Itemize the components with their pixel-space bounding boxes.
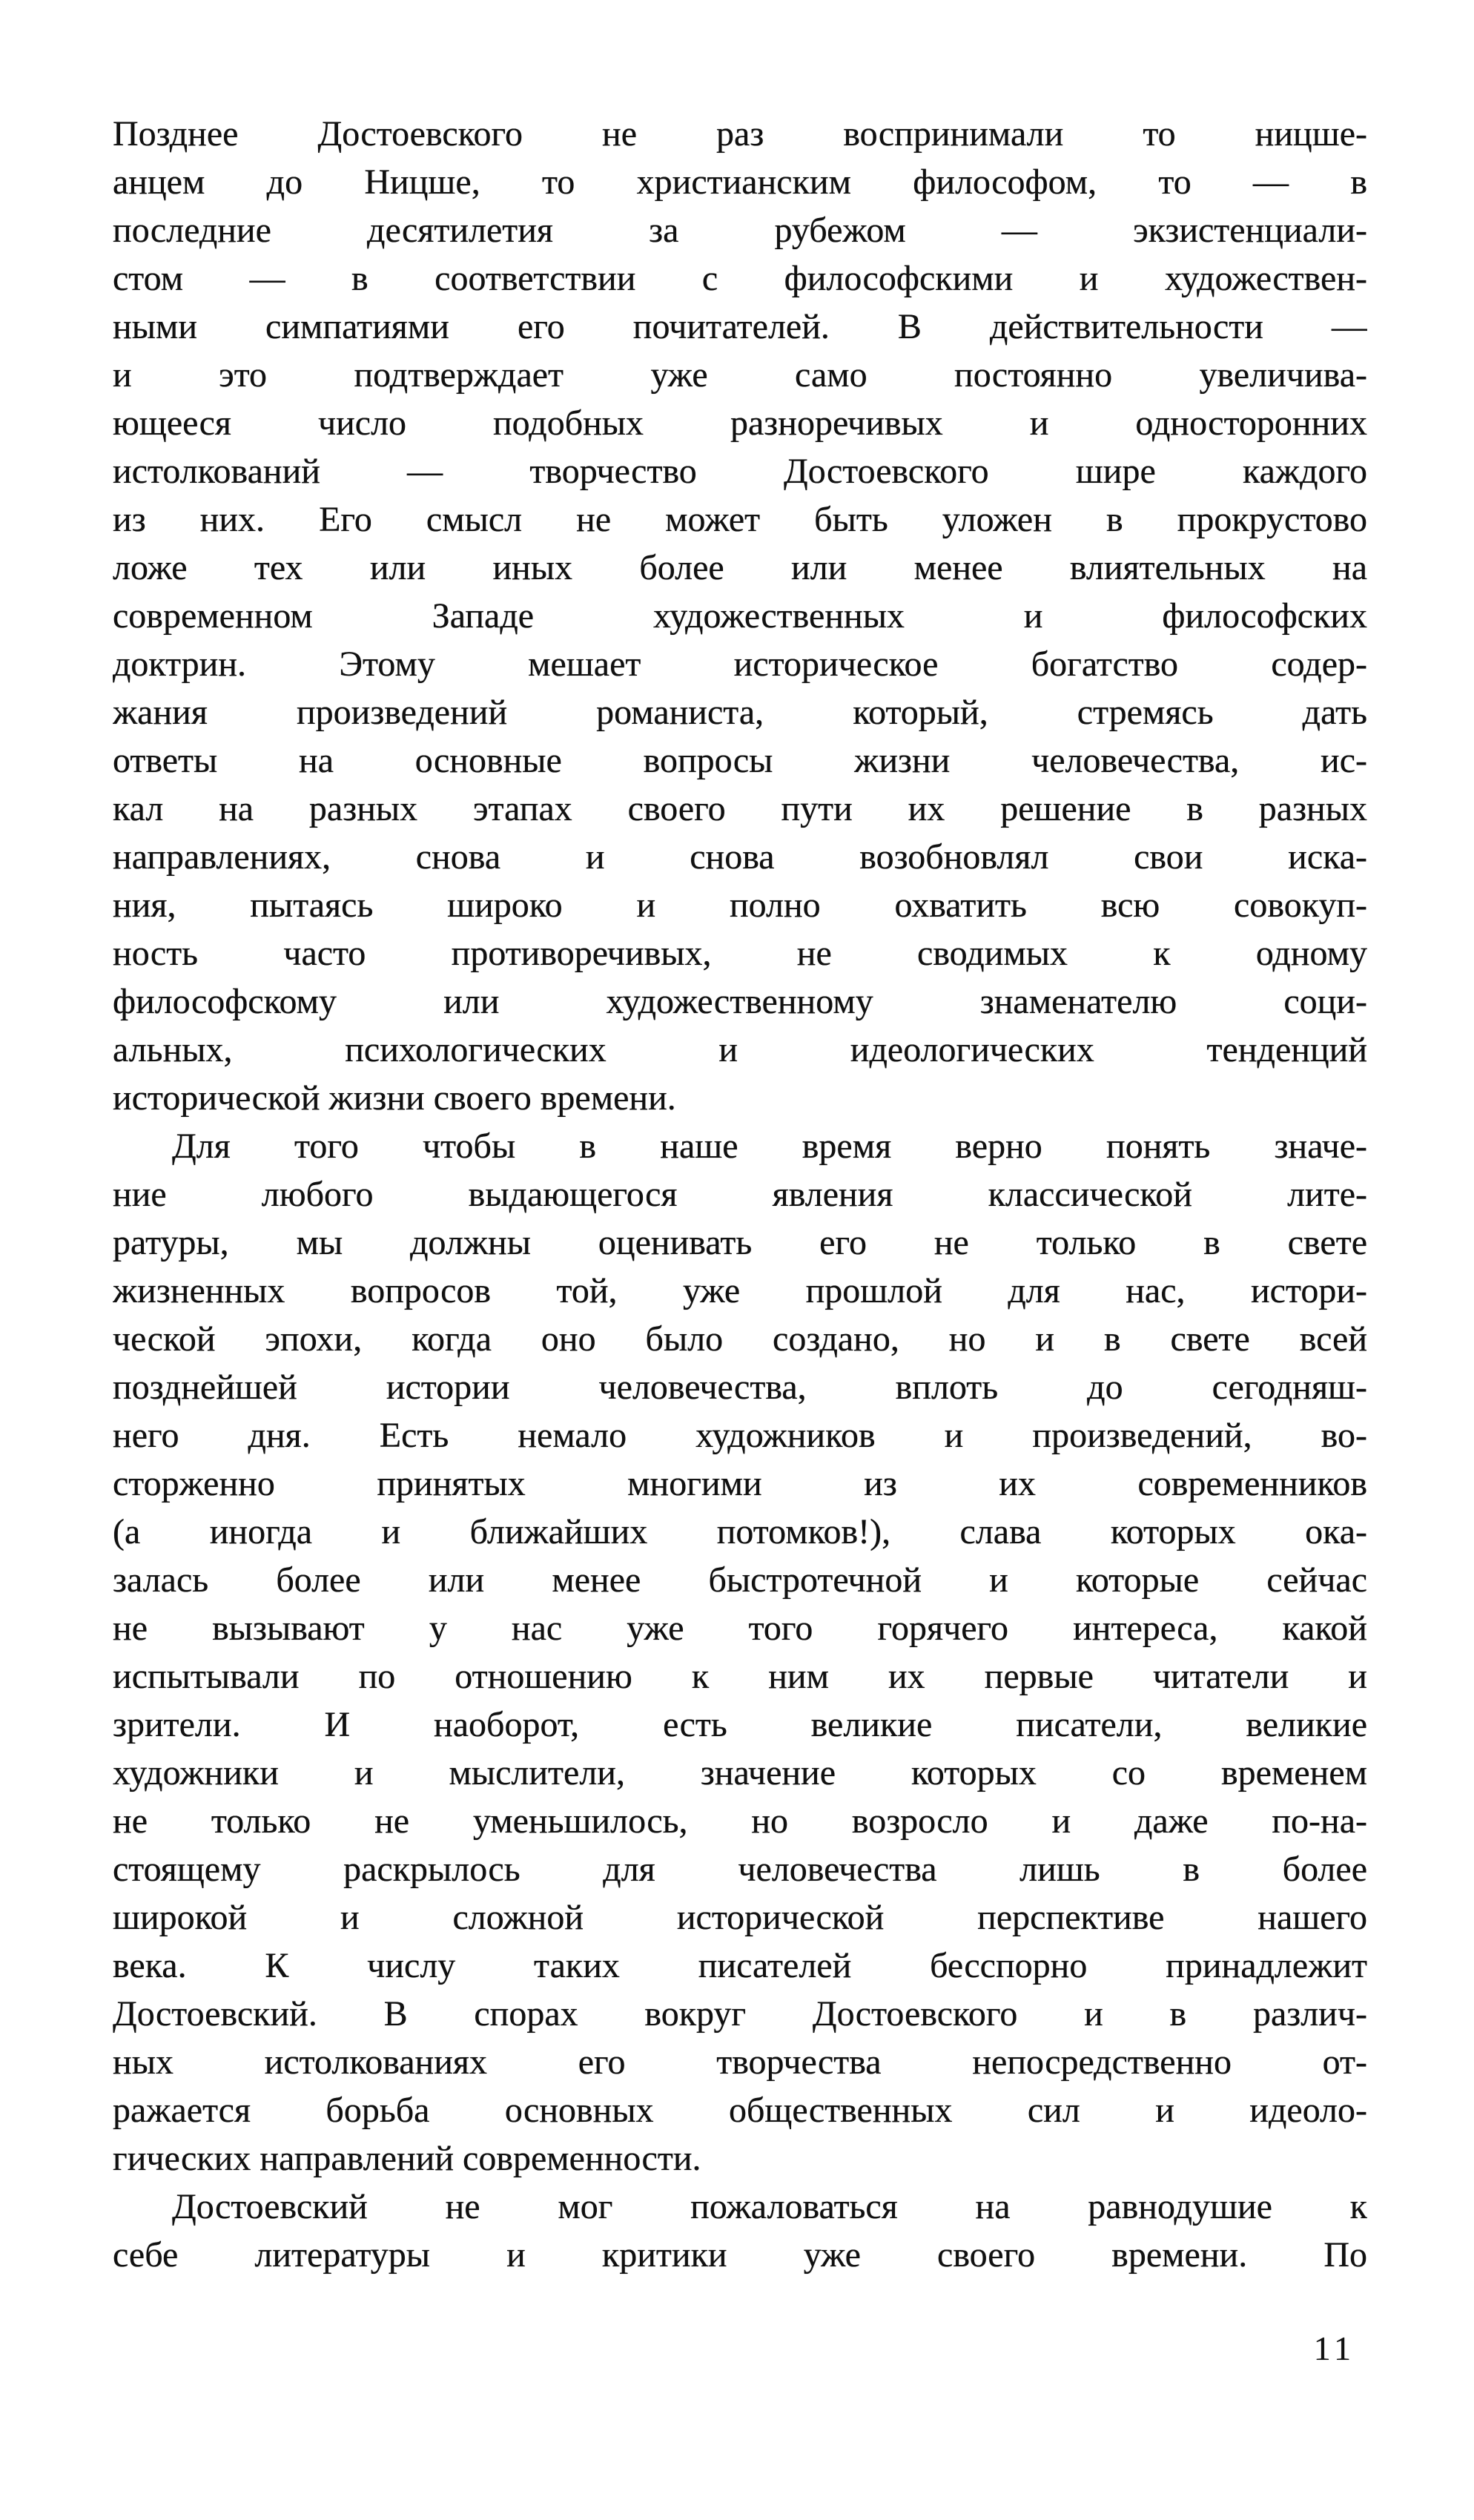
text-line: стоящему раскрылось для человечества лишь в более (113, 1850, 1367, 1889)
text-line: доктрин. Этому мешает историческое богатство содер- (113, 644, 1367, 684)
text-line: позднейшей истории человечества, вплоть до сегодняш- (113, 1368, 1367, 1407)
text-line: Достоевский не мог пожаловаться на равнодушие к (172, 2187, 1367, 2226)
page-text (113, 110, 1367, 2279)
text-line: гических направлений современности. (113, 2139, 701, 2178)
text-line: ческой эпохи, когда оно было создано, но и в свете всей (113, 1319, 1367, 1359)
text-line: ными симпатиями его почитателей. В действительности — (113, 307, 1367, 346)
text-line: сторженно принятых многими из их современников (113, 1464, 1367, 1503)
text-line: испытывали по отношению к ним их первые читатели и (113, 1657, 1367, 1696)
text-line: жизненных вопросов той, уже прошлой для нас, истори- (113, 1271, 1367, 1310)
text-line: зрители. И наоборот, есть великие писатели, великие (113, 1705, 1367, 1744)
text-line: ратуры, мы должны оценивать его не только в свете (113, 1223, 1367, 1262)
page-number: 11 (1313, 2329, 1355, 2367)
text-line: жания произведений романиста, который, стремясь дать (113, 693, 1367, 732)
text-line: века. К числу таких писателей бесспорно принадлежит (113, 1946, 1367, 1985)
text-line: (а иногда и ближайших потомков!), слава которых ока- (113, 1512, 1367, 1551)
text-line: истолкований — творчество Достоевского шире каждого (113, 452, 1367, 491)
text-line: из них. Его смысл не может быть уложен в прокрустово (113, 500, 1367, 539)
text-line: Позднее Достоевского не раз воспринимали то ницше- (113, 114, 1367, 154)
text-line: ответы на основные вопросы жизни человечества, ис- (113, 741, 1367, 780)
text-line: ющееся число подобных разноречивых и односторонних (113, 403, 1367, 443)
text-line: стом — в соответствии с философскими и художествен- (113, 259, 1367, 298)
text-line: ных истолкованиях его творчества непосредственно от- (113, 2042, 1367, 2082)
text-line: себе литературы и критики уже своего времени. По (113, 2235, 1367, 2275)
text-line: не вызывают у нас уже того горячего интереса, какой (113, 1609, 1367, 1648)
text-line: ние любого выдающегося явления классической лите- (113, 1175, 1367, 1214)
text-line: кал на разных этапах своего пути их решение в разных (113, 789, 1367, 828)
text-line: Достоевский. В спорах вокруг Достоевского и в различ- (113, 1994, 1367, 2034)
text-line: современном Западе художественных и философских (113, 596, 1367, 636)
paragraph-2 (113, 1122, 1367, 2183)
text-line: ния, пытаясь широко и полно охватить всю совокуп- (113, 885, 1367, 925)
text-line: анцем до Ницше, то христианским философом, то — в (113, 162, 1367, 202)
text-line: исторической жизни своего времени. (113, 1078, 676, 1118)
text-line: ность часто противоречивых, не сводимых к одному (113, 934, 1367, 973)
text-line: и это подтверждает уже само постоянно увеличива- (113, 355, 1367, 395)
text-line: ражается борьба основных общественных сил и идеоло- (113, 2091, 1367, 2130)
paragraph-3 (113, 2183, 1367, 2279)
text-line: альных, психологических и идеологических тенденций (113, 1030, 1367, 1069)
text-line: художники и мыслители, значение которых со временем (113, 1753, 1367, 1792)
text-line: него дня. Есть немало художников и произведений, во- (113, 1416, 1367, 1455)
text-line: Для того чтобы в наше время верно понять значе- (172, 1127, 1367, 1166)
text-line: философскому или художественному знаменателю соци- (113, 982, 1367, 1021)
text-line: залась более или менее быстротечной и которые сейчас (113, 1560, 1367, 1600)
text-line: последние десятилетия за рубежом — экзистенциали- (113, 211, 1367, 250)
paragraph-1 (113, 110, 1367, 1122)
text-line: не только не уменьшилось, но возросло и даже по-на- (113, 1801, 1367, 1841)
text-line: ложе тех или иных более или менее влиятельных на (113, 548, 1367, 587)
text-line: широкой и сложной исторической перспективе нашего (113, 1898, 1367, 1937)
text-line: направлениях, снова и снова возобновлял свои иска- (113, 837, 1367, 877)
